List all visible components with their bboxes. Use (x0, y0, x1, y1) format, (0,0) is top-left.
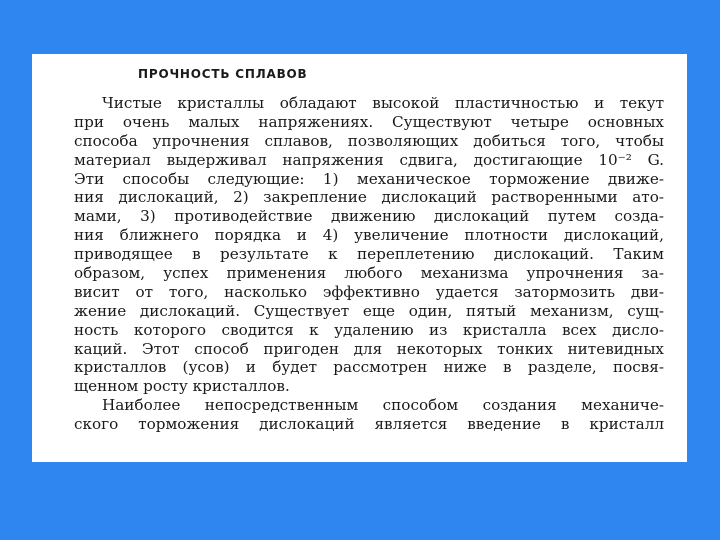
text-line: висит от того, насколько эффективно удается затормозить дви- (74, 282, 664, 301)
text-line: ского торможения дислокаций является введение в кристалл (74, 415, 664, 434)
text-line: Наиболее непосредственным способом создания механиче- (102, 396, 664, 415)
text-line: кристаллов (усов) и будет рассмотрен ниже в разделе, посвя- (74, 358, 664, 377)
paragraph-2 (74, 396, 664, 434)
paragraph-1 (74, 94, 664, 396)
section-heading: ПРОЧНОСТЬ СПЛАВОВ (138, 67, 308, 81)
text-line: ния ближнего порядка и 4) увеличение плотности дислокаций, (74, 226, 664, 245)
text-line: материал выдерживал напряжения сдвига, достигающие 10⁻² G. (74, 150, 664, 169)
text-line: мами, 3) противодействие движению дислокаций путем созда- (74, 207, 664, 226)
text-line: щенном росту кристаллов. (74, 377, 290, 396)
text-line: образом, успех применения любого механизма упрочнения за- (74, 264, 664, 283)
text-line: приводящее в результате к переплетению дислокаций. Таким (74, 245, 664, 264)
text-line: ния дислокаций, 2) закрепление дислокаций растворенными ато- (74, 188, 664, 207)
text-line: жение дислокаций. Существует еще один, пятый механизм, сущ- (74, 301, 664, 320)
text-line: способа упрочнения сплавов, позволяющих добиться того, чтобы (74, 131, 664, 150)
text-line: Чистые кристаллы обладают высокой пластичностью и текут (102, 94, 664, 112)
text-line: Эти способы следующие: 1) механическое торможение движе- (74, 169, 664, 188)
document-page (32, 54, 687, 462)
body-text (74, 94, 664, 434)
text-line: ность которого сводится к удалению из кристалла всех дисло- (74, 320, 664, 339)
text-line: при очень малых напряжениях. Существуют четыре основных (74, 112, 664, 131)
text-line: каций. Этот способ пригоден для некоторых тонких нитевидных (74, 339, 664, 358)
